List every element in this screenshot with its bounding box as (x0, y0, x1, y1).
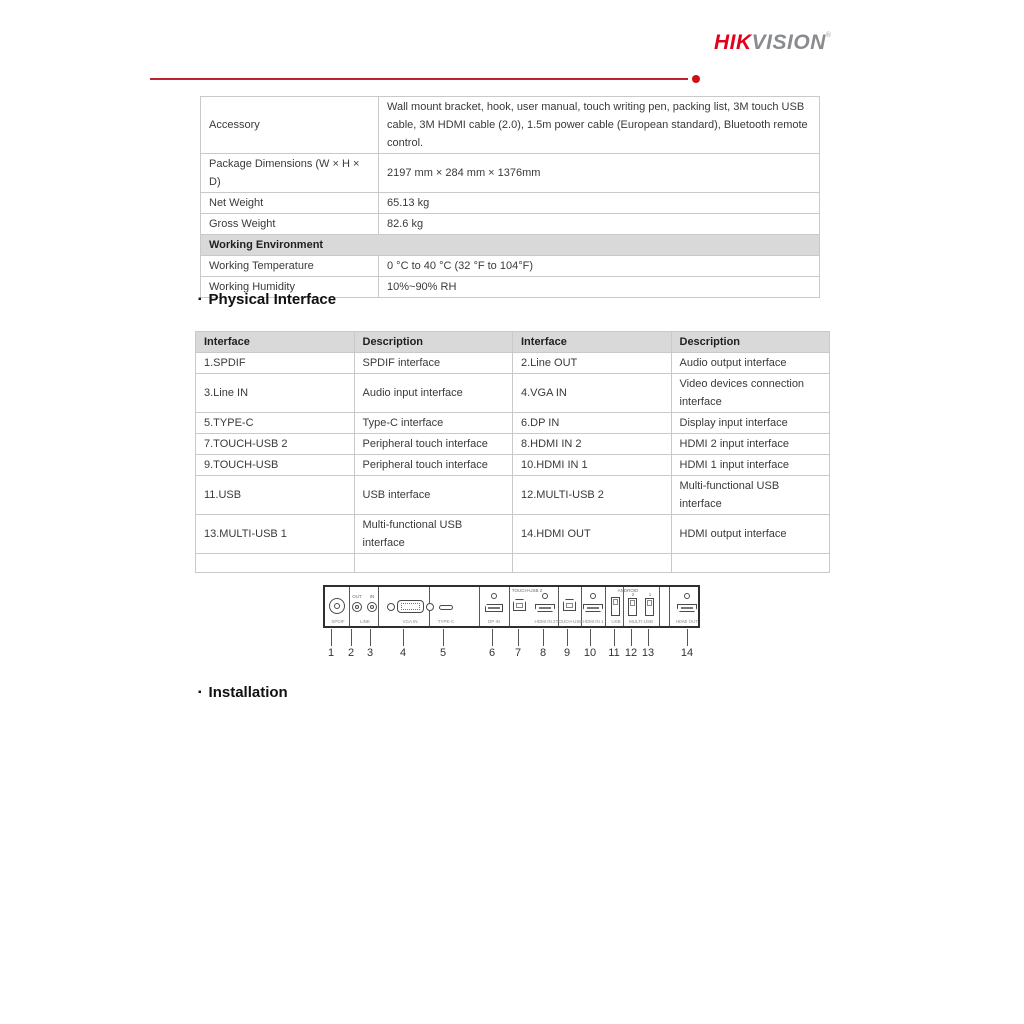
interface-cell (513, 554, 672, 573)
spec-value-cell: 10%~90% RH (379, 277, 820, 298)
installation-heading (198, 684, 288, 701)
callout-line (331, 629, 332, 646)
callout-line (614, 629, 615, 646)
touch-usb-port-label: TOUCH-USB (555, 619, 583, 624)
interface-cell: 14.HDMI OUT (513, 515, 672, 554)
dp-screw-icon (491, 593, 497, 599)
spec-value-cell: 2197 mm × 284 mm × 1376mm (379, 154, 820, 193)
line-in-label: IN (369, 594, 375, 599)
touch-usb-port-icon (563, 599, 576, 611)
square-bullet-icon: ▪ (198, 294, 202, 305)
interface-cell: 5.TYPE-C (196, 413, 355, 434)
usba-inner (613, 599, 618, 605)
section-header-cell: Working Environment (201, 235, 820, 256)
hdmi-in1-port-icon (583, 604, 603, 612)
panel-divider (378, 587, 379, 626)
vga-port-icon (397, 600, 424, 613)
hdmi-in2-port-label: HDMI IN 2 (534, 619, 556, 624)
multi-usb2-number-label: 2 (631, 592, 635, 597)
registered-mark: ® (825, 32, 832, 39)
hdmi-out-port-icon (677, 604, 697, 612)
spec-label-cell: Working Humidity (201, 277, 379, 298)
callout-line (492, 629, 493, 646)
usb-port-label: USB (611, 619, 621, 624)
header-divider-line (150, 78, 688, 80)
panel-divider (349, 587, 350, 626)
touch-usb2-group-label: TOUCH-USB 2 (511, 588, 543, 593)
callout-number: 11 (608, 647, 620, 659)
panel-divider (509, 587, 510, 626)
dp-port-icon (485, 604, 503, 612)
table-header-row (196, 332, 830, 353)
callout-number: 9 (563, 647, 571, 659)
interface-cell (196, 554, 355, 573)
typec-port-label: TYPE-C (437, 619, 455, 624)
panel-divider (605, 587, 606, 626)
line-port-label: LINE (359, 619, 371, 624)
description-cell: HDMI 2 input interface (671, 434, 830, 455)
callout-number: 14 (680, 647, 694, 659)
table-row (196, 455, 830, 476)
hdmi-out-port-label: HDMI OUT (675, 619, 699, 624)
specification-table (200, 96, 820, 298)
column-header: Interface (513, 332, 672, 353)
interface-cell: 11.USB (196, 476, 355, 515)
callout-number: 3 (366, 647, 374, 659)
spdif-port-label: SPDIF (331, 619, 345, 624)
logo-vision-text: VISION (751, 31, 826, 54)
callout-number: 4 (399, 647, 407, 659)
column-header: Description (354, 332, 513, 353)
callout-line (567, 629, 568, 646)
line-in-port-inner-icon (370, 605, 374, 609)
dp-port-bar (488, 607, 501, 609)
physical-interface-table (195, 331, 830, 573)
column-header: Interface (196, 332, 355, 353)
usba-inner (647, 600, 652, 606)
description-cell (354, 554, 513, 573)
callout-line (370, 629, 371, 646)
line-out-label: OUT (352, 594, 362, 599)
callout-number: 5 (439, 647, 447, 659)
description-cell: Multi-functional USB interface (671, 476, 830, 515)
table-row (196, 353, 830, 374)
interface-cell: 1.SPDIF (196, 353, 355, 374)
heading-label: Physical Interface (208, 291, 337, 308)
interface-cell: 8.HDMI IN 2 (513, 434, 672, 455)
line-out-port-inner-icon (355, 605, 359, 609)
spec-label-cell: Net Weight (201, 193, 379, 214)
callout-line (543, 629, 544, 646)
description-cell (671, 554, 830, 573)
connector-panel-diagram (323, 585, 700, 628)
description-cell: Peripheral touch interface (354, 434, 513, 455)
callout-line (443, 629, 444, 646)
description-cell: Video devices connection interface (671, 374, 830, 413)
callout-number: 1 (327, 647, 335, 659)
callout-line (590, 629, 591, 646)
heading-label: Installation (208, 684, 288, 701)
table-row (201, 154, 820, 193)
description-cell: HDMI output interface (671, 515, 830, 554)
panel-divider (669, 587, 670, 626)
hdmi-in2-port-icon (535, 604, 555, 612)
panel-divider (659, 587, 660, 626)
hdmi-port-bar (587, 607, 600, 609)
spec-label-cell: Gross Weight (201, 214, 379, 235)
callout-number: 7 (514, 647, 522, 659)
description-cell: Peripheral touch interface (354, 455, 513, 476)
spec-label-cell: Package Dimensions (W × H × D) (201, 154, 379, 193)
interface-cell: 13.MULTI-USB 1 (196, 515, 355, 554)
spec-value-cell: 65.13 kg (379, 193, 820, 214)
callout-number: 10 (583, 647, 597, 659)
callout-number: 13 (641, 647, 655, 659)
description-cell: USB interface (354, 476, 513, 515)
header-divider-dot (692, 75, 700, 83)
table-row (196, 434, 830, 455)
callout-line (648, 629, 649, 646)
typec-port-icon (439, 605, 453, 610)
spec-value-cell: 82.6 kg (379, 214, 820, 235)
table-row (196, 554, 830, 573)
hdmi-screw-icon (590, 593, 596, 599)
vga-screw-icon (426, 603, 434, 611)
spec-value-cell: Wall mount bracket, hook, user manual, touch writing pen, packing list, 3M touch USB cable, 3M HDMI cable (2.0), 1.5m power cable (European standard), Bluetooth remote control. (379, 97, 820, 154)
callout-number: 6 (488, 647, 496, 659)
spec-label-cell: Working Temperature (201, 256, 379, 277)
logo-hik-text: HIK (714, 31, 752, 54)
callout-line (351, 629, 352, 646)
table-section-header-row (201, 235, 820, 256)
vga-pins (401, 603, 420, 610)
description-cell: Multi-functional USB interface (354, 515, 513, 554)
hdmi-screw-icon (542, 593, 548, 599)
interface-cell: 12.MULTI-USB 2 (513, 476, 672, 515)
table-row (196, 374, 830, 413)
spec-value-cell: 0 °C to 40 °C (32 °F to 104°F) (379, 256, 820, 277)
multi-usb-port-label: MULTI-USB (629, 619, 653, 624)
table-row (201, 256, 820, 277)
hdmi-port-bar (539, 607, 552, 609)
interface-cell: 2.Line OUT (513, 353, 672, 374)
vga-port-label: VGA IN (402, 619, 418, 624)
usba-inner (630, 600, 635, 606)
touch-usb2-port-icon (513, 599, 526, 611)
callout-number: 12 (624, 647, 638, 659)
hdmi-port-bar (681, 607, 694, 609)
callout-line (631, 629, 632, 646)
callout-number: 2 (347, 647, 355, 659)
table-row (201, 214, 820, 235)
usb-port-icon (611, 597, 620, 616)
table-row (201, 97, 820, 154)
interface-cell: 7.TOUCH-USB 2 (196, 434, 355, 455)
callout-number: 8 (539, 647, 547, 659)
description-cell: Display input interface (671, 413, 830, 434)
interface-cell: 4.VGA IN (513, 374, 672, 413)
interface-cell: 3.Line IN (196, 374, 355, 413)
multi-usb1-port-icon (645, 598, 654, 616)
vga-screw-icon (387, 603, 395, 611)
description-cell: Audio output interface (671, 353, 830, 374)
spdif-port-inner-icon (334, 603, 340, 609)
multi-usb2-port-icon (628, 598, 637, 616)
interface-cell: 9.TOUCH-USB (196, 455, 355, 476)
physical-interface-heading (198, 291, 336, 308)
description-cell: Type-C interface (354, 413, 513, 434)
column-header: Description (671, 332, 830, 353)
dp-port-label: DP IN (488, 619, 500, 624)
hdmi-in1-port-label: HDMI IN 1 (582, 619, 604, 624)
callout-line (403, 629, 404, 646)
panel-divider (479, 587, 480, 626)
interface-cell: 10.HDMI IN 1 (513, 455, 672, 476)
description-cell: SPDIF interface (354, 353, 513, 374)
hikvision-logo (714, 31, 832, 55)
spec-label-cell: Accessory (201, 97, 379, 154)
callout-line (518, 629, 519, 646)
android-group-label: ANDROID (617, 588, 639, 593)
multi-usb1-number-label: 1 (648, 592, 652, 597)
table-row (196, 515, 830, 554)
table-row (196, 413, 830, 434)
table-row (201, 193, 820, 214)
hdmi-screw-icon (684, 593, 690, 599)
square-bullet-icon: ▪ (198, 687, 202, 698)
interface-cell: 6.DP IN (513, 413, 672, 434)
description-cell: HDMI 1 input interface (671, 455, 830, 476)
callout-line (687, 629, 688, 646)
usbb-inner (566, 603, 573, 608)
usbb-inner (516, 603, 523, 608)
description-cell: Audio input interface (354, 374, 513, 413)
table-row (196, 476, 830, 515)
